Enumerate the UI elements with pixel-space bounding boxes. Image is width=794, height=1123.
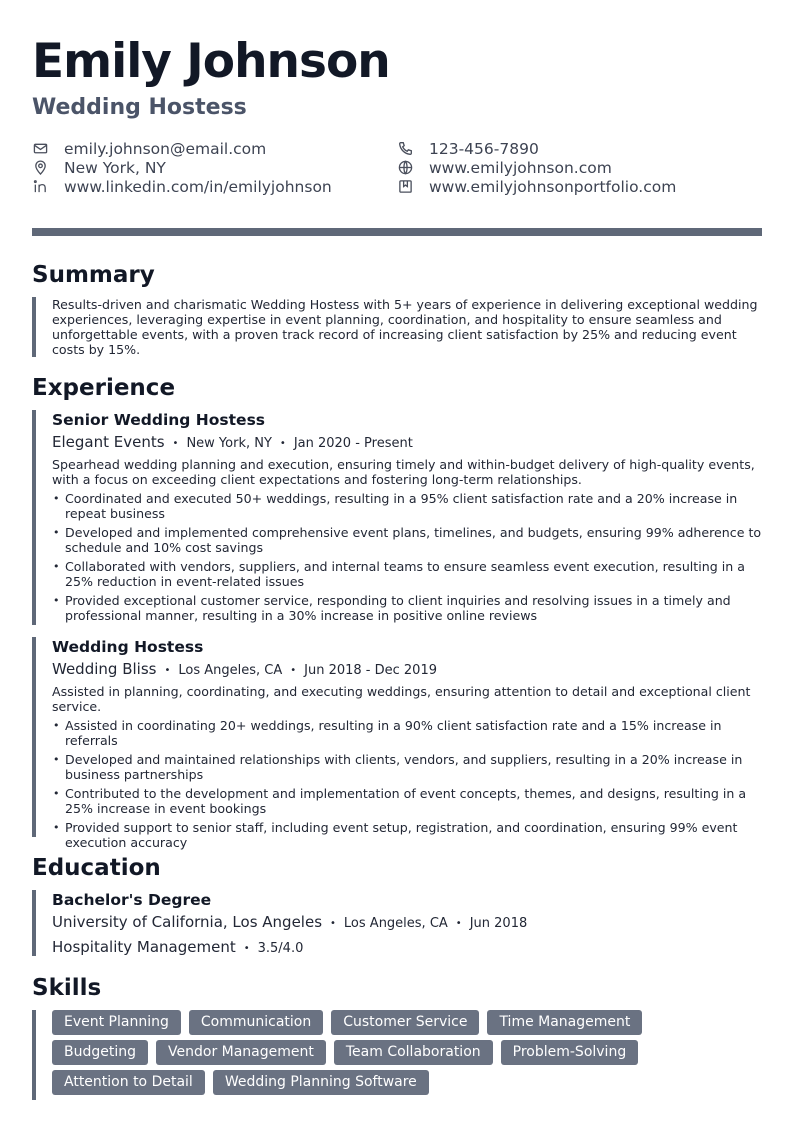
globe-icon bbox=[397, 160, 413, 176]
skill-chip: Time Management bbox=[487, 1010, 642, 1035]
phone-icon bbox=[397, 141, 413, 157]
summary-text: Results-driven and charismatic Wedding Hostess with 5+ years of experience in delivering exceptional wedding experiences, leveraging expertise in event planning, coordination, and hospitality to ensure seamless and unforgettable events, with a proven track record of increasing client satisfaction by 25% and reducing event costs by 15%. bbox=[52, 297, 758, 357]
experience-meta: Elegant Events • New York, NY • Jan 2020 - Present bbox=[52, 433, 413, 451]
contact-email[interactable] bbox=[32, 139, 266, 158]
experience-location: New York, NY bbox=[186, 436, 272, 451]
skill-chip: Attention to Detail bbox=[52, 1070, 205, 1095]
contact-location-text: New York, NY bbox=[64, 158, 166, 177]
experience-title: Wedding Hostess bbox=[52, 638, 204, 656]
education-school: University of California, Los Angeles bbox=[52, 913, 323, 931]
experience-entry bbox=[32, 637, 762, 850]
skill-chip: Communication bbox=[189, 1010, 323, 1035]
skills-heading: Skills bbox=[32, 975, 102, 1001]
skill-chip: Problem-Solving bbox=[501, 1040, 639, 1065]
bullet-item: • Assisted in coordinating 20+ weddings, resulting in a 90% client satisfaction rate and a 15% increase in referrals bbox=[52, 718, 762, 748]
bullet-item: • Developed and implemented comprehensive event plans, timelines, and budgets, ensuring 99% adherence to schedule and 10% cost savings bbox=[52, 525, 762, 555]
experience-location: Los Angeles, CA bbox=[178, 663, 283, 678]
skill-chip: Customer Service bbox=[331, 1010, 479, 1035]
education-entry bbox=[32, 890, 762, 956]
skill-chip: Budgeting bbox=[52, 1040, 148, 1065]
contact-portfolio[interactable] bbox=[397, 177, 676, 196]
education-location: Los Angeles, CA bbox=[343, 916, 448, 931]
skills-block bbox=[32, 1010, 762, 1100]
bullet-item: • Coordinated and executed 50+ weddings, resulting in a 95% client satisfaction rate and a 20% increase in repeat business bbox=[52, 491, 762, 521]
experience-bullets bbox=[52, 718, 762, 850]
job-title-header: Wedding Hostess bbox=[32, 95, 247, 120]
education-field-line: Hospitality Management • 3.5/4.0 bbox=[52, 938, 304, 956]
education-school-line: University of California, Los Angeles • Los Angeles, CA • Jun 2018 bbox=[52, 913, 528, 931]
experience-description: Assisted in planning, coordinating, and executing weddings, ensuring attention to detail and exceptional client service. bbox=[52, 684, 751, 714]
experience-company: Wedding Bliss bbox=[52, 660, 157, 678]
experience-bullets bbox=[52, 491, 762, 623]
contact-phone[interactable] bbox=[397, 139, 539, 158]
education-gpa: 3.5/4.0 bbox=[257, 941, 304, 956]
experience-meta: Wedding Bliss • Los Angeles, CA • Jun 2018 - Dec 2019 bbox=[52, 660, 437, 678]
bullet-item: • Contributed to the development and implementation of event concepts, themes, and designs, resulting in a 25% increase in event bookings bbox=[52, 786, 762, 816]
skill-chip: Team Collaboration bbox=[334, 1040, 493, 1065]
education-date: Jun 2018 bbox=[469, 916, 528, 931]
summary-heading: Summary bbox=[32, 262, 155, 288]
portfolio-icon bbox=[397, 179, 413, 195]
skills-list bbox=[52, 1010, 692, 1100]
contact-email-text: emily.johnson@email.com bbox=[64, 139, 267, 158]
education-field: Hospitality Management bbox=[52, 938, 236, 956]
experience-description: Spearhead wedding planning and execution, ensuring timely and within-budget delivery of high-quality events, with a focus on exceeding client expectations and fostering long-term relationships. bbox=[52, 457, 755, 487]
experience-dates: Jun 2018 - Dec 2019 bbox=[304, 663, 437, 678]
summary-block bbox=[32, 297, 762, 357]
experience-title: Senior Wedding Hostess bbox=[52, 411, 266, 429]
bullet-item: • Developed and maintained relationships with clients, vendors, and suppliers, resulting in a 20% increase in business partnerships bbox=[52, 752, 762, 782]
bullet-item: • Provided support to senior staff, including event setup, registration, and coordination, ensuring 99% event execution accuracy bbox=[52, 820, 762, 850]
skill-chip: Wedding Planning Software bbox=[213, 1070, 429, 1095]
experience-company: Elegant Events bbox=[52, 433, 165, 451]
bullet-item: • Collaborated with vendors, suppliers, and internal teams to ensure seamless event execution, resulting in a 25% reduction in event-related issues bbox=[52, 559, 762, 589]
mail-icon bbox=[32, 141, 48, 157]
skill-chip: Event Planning bbox=[52, 1010, 181, 1035]
contact-location bbox=[32, 158, 166, 177]
contact-portfolio-text: www.emilyjohnsonportfolio.com bbox=[429, 177, 677, 196]
education-heading: Education bbox=[32, 855, 161, 881]
contact-phone-text: 123-456-7890 bbox=[429, 139, 539, 158]
experience-dates: Jan 2020 - Present bbox=[293, 436, 413, 451]
contact-linkedin[interactable] bbox=[32, 177, 332, 196]
linkedin-icon bbox=[32, 179, 48, 195]
skill-chip: Vendor Management bbox=[156, 1040, 326, 1065]
education-degree: Bachelor's Degree bbox=[52, 891, 212, 909]
candidate-name: Emily Johnson bbox=[32, 34, 390, 89]
contact-website[interactable] bbox=[397, 158, 612, 177]
bullet-item: • Provided exceptional customer service, responding to client inquiries and resolving issues in a timely and professional manner, resulting in a 30% increase in positive online reviews bbox=[52, 593, 762, 623]
location-pin-icon bbox=[32, 160, 48, 176]
experience-heading: Experience bbox=[32, 375, 176, 401]
contact-website-text: www.emilyjohnson.com bbox=[429, 158, 612, 177]
header-divider bbox=[32, 228, 762, 236]
experience-entry bbox=[32, 410, 762, 625]
contact-linkedin-text: www.linkedin.com/in/emilyjohnson bbox=[64, 177, 332, 196]
